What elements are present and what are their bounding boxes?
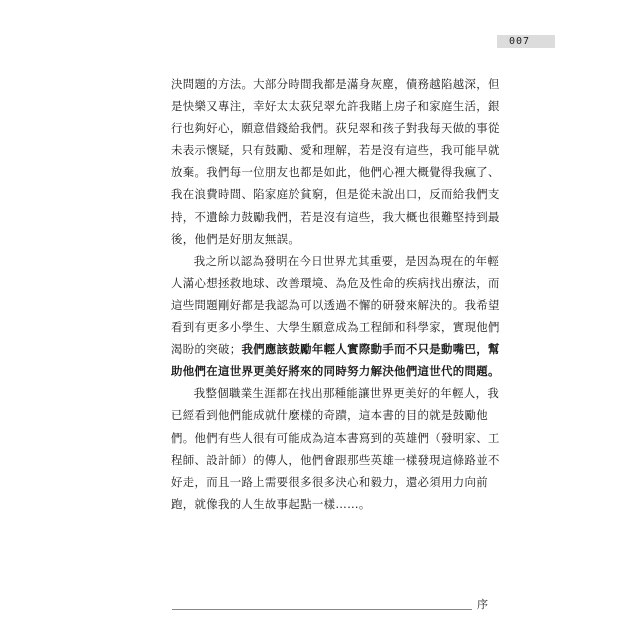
paragraph-1 — [171, 73, 506, 250]
page-number: 007 — [497, 35, 555, 48]
paragraph-2 — [171, 250, 506, 383]
paragraph-2-bold-text: 我們應該鼓勵年輕人實際動手而不只是動嘴巴，幫助他們在這世界更美好將來的同時努力解決他們這世代的問題。 — [171, 342, 500, 379]
footer-section-label: 序 — [477, 598, 488, 611]
paragraph-2-text: 我之所以認為發明在今日世界尤其重要，是因為現在的年輕人滿心想拯救地球、改善環境、為危及性命的疾病找出療法，而這些問題剛好都是我認為可以透過不懈的研發來解決的。我希望看到有更多小學生、大學生願意成為工程師和科學家，實現他們渴盼的突破； — [171, 253, 500, 357]
paragraph-3-text: 我整個職業生涯都在找出那種能讓世界更美好的年輕人，我已經看到他們能成就什麼樣的奇蹟，這本書的目的就是鼓勵他們。他們有些人很有可能成為這本書寫到的英雄們（發明家、工程師、設計師）的傳人，他們會跟那些英雄一樣發現這條路並不好走，而且一路上需要很多很多決心和毅力，還必須用力向前跑，就像我的人生故事起點一樣……。 — [171, 386, 500, 511]
footer-rule — [172, 609, 472, 610]
paragraph-3 — [171, 382, 506, 515]
paragraph-1-text: 決問題的方法。大部分時間我都是滿身灰塵，債務越陷越深，但是快樂又專注，幸好太太荻兒翠允許我賭上房子和家庭生活，銀行也夠好心，願意借錢給我們。荻兒翠和孩子對我每天做的事從未表示懷疑，只有鼓勵、愛和理解，若是沒有這些，我可能早就放棄。我們每一位朋友也都是如此，他們心裡大概覺得我瘋了、我在浪費時間、陷家庭於貧窮，但是從未說出口，反而給我們支持，不遺餘力鼓勵我們，若是沒有這些，我大概也很難堅持到最後，他們是好朋友無誤。 — [171, 77, 500, 246]
body-text — [171, 73, 506, 515]
